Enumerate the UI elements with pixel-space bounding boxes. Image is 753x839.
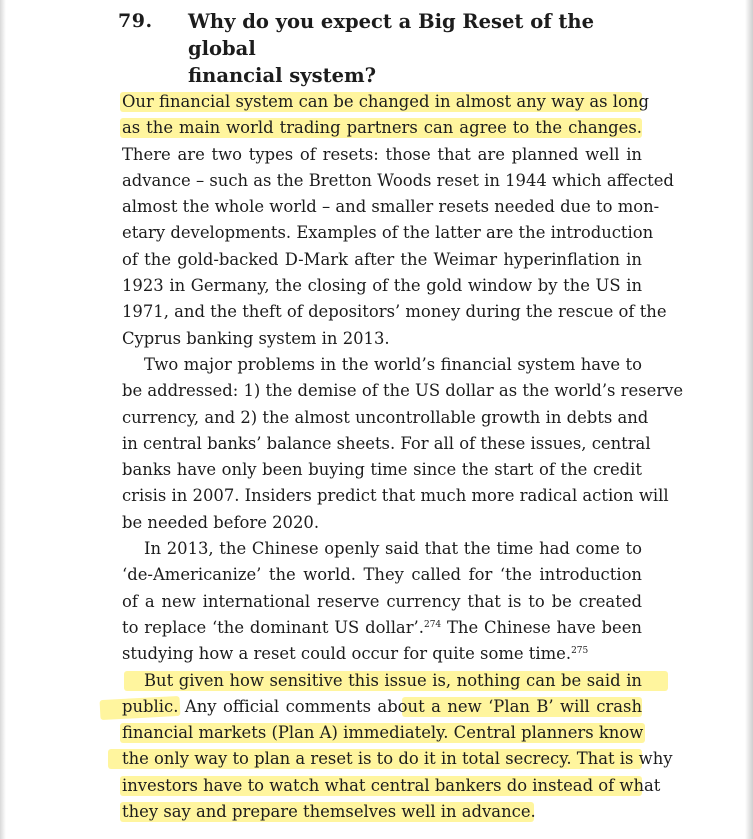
page-left-edge-shadow [0,0,6,839]
page-right-edge-shadow [745,0,753,839]
footnote-ref[interactable]: 274 [423,619,442,630]
text-line: etary developments. Examples of the latter are the introduction [122,223,654,243]
text-line: 1923 in Germany, the closing of the gold window by the US in [122,276,642,296]
text-line: as the main world trading partners can agree to the changes. [122,118,642,138]
footnote-ref[interactable]: 275 [571,646,589,657]
text-line: of the gold-backed D-Mark after the Weimar hyperinflation in [122,249,642,269]
text-line: of a new international reserve currency that is to be created [122,591,642,611]
text-line: the only way to plan a reset is to do it in total secrecy. That is why [122,746,642,772]
question-title-line-1: Why do you expect a Big Reset of the global [188,10,594,60]
text-line: to replace ‘the dominant US dollar’.$^{274}$ The Chinese have been [122,617,642,637]
question-number: 79. [118,10,153,32]
text-line: 1971, and the theft of depositors’ money during the rescue of the [122,302,667,322]
text-line: banks have only been buying time since the start of the credit [122,460,642,480]
answer-body [122,89,684,825]
text-line: investors have to watch what central bankers do instead of what [122,775,661,795]
question-title-line-2: financial system? [188,64,377,87]
text-line: currency, and 2) the almost uncontrollable growth in debts and [122,407,649,427]
text-line: Two major problems in the world’s financial system have to [144,354,642,374]
text-line: There are two types of resets: those that are planned well in [122,144,642,164]
question-title [188,8,658,89]
text-line: be addressed: 1) the demise of the US dollar as the world’s reserve [122,381,684,401]
text-line: public. Any official comments about a new ‘Plan B’ will crash [122,694,642,720]
text-line: they say and prepare themselves well in advance. [122,802,536,822]
text-line: But given how sensitive this issue is, nothing can be said in [122,668,642,694]
text-line: In 2013, the Chinese openly said that the time had come to [144,539,642,559]
text-line: Our financial system can be changed in almost any way as long [122,92,649,111]
text-line: in central banks’ balance sheets. For all of these issues, central [122,433,651,453]
text-line: be needed before 2020. [122,512,320,532]
text-line: financial markets (Plan A) immediately. Central planners know [122,723,644,743]
text-line: crisis in 2007. Insiders predict that much more radical action will [122,486,669,506]
text-line: Cyprus banking system in 2013. [122,328,390,348]
text-line: almost the whole world – and smaller resets needed due to mon- [122,197,660,217]
text-line: studying how a reset could occur for quite some time.$^{275}$ [122,644,589,664]
text-line: advance – such as the Bretton Woods reset in 1944 which affected [122,170,674,190]
text-line: ‘de-Americanize’ the world. They called for ‘the introduction [122,565,642,585]
